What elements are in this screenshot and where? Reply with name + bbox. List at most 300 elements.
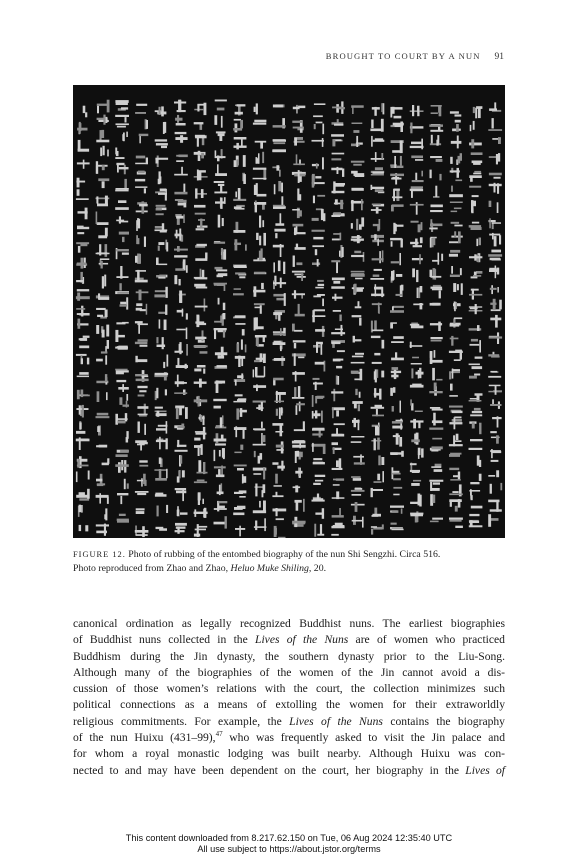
glyph-mark xyxy=(135,270,148,283)
glyph-mark xyxy=(450,202,463,213)
glyph-mark xyxy=(179,291,186,304)
glyph-mark xyxy=(371,438,381,451)
glyph-mark xyxy=(430,156,442,162)
footer-link-line[interactable]: All use subject to https://about.jstor.org/terms xyxy=(197,844,381,854)
glyph-mark xyxy=(104,508,107,520)
glyph-mark xyxy=(453,302,461,312)
glyph-mark xyxy=(390,506,404,514)
glyph-mark xyxy=(102,275,106,289)
glyph-mark xyxy=(137,404,148,417)
glyph-mark xyxy=(370,119,383,132)
glyph-mark xyxy=(76,272,84,284)
glyph-mark xyxy=(332,119,344,126)
glyph-mark xyxy=(214,313,225,326)
glyph-mark xyxy=(214,433,227,445)
glyph-mark xyxy=(274,526,286,538)
glyph-mark xyxy=(215,164,227,176)
glyph-mark xyxy=(292,517,306,527)
glyph-mark xyxy=(492,137,501,144)
glyph-mark xyxy=(76,421,85,434)
glyph-mark xyxy=(234,426,247,439)
glyph-mark xyxy=(97,391,108,402)
glyph-mark xyxy=(331,340,345,352)
glyph-mark xyxy=(332,491,345,499)
glyph-mark xyxy=(115,283,129,294)
glyph-mark xyxy=(175,115,186,126)
glyph-mark xyxy=(312,410,323,422)
glyph-mark xyxy=(489,266,499,279)
glyph-mark xyxy=(221,248,226,260)
glyph-mark xyxy=(233,188,246,201)
glyph-mark xyxy=(292,353,306,366)
glyph-mark xyxy=(410,463,420,473)
glyph-mark xyxy=(390,306,404,313)
glyph-mark xyxy=(254,317,264,330)
glyph-mark xyxy=(492,416,502,427)
glyph-mark xyxy=(292,386,305,399)
glyph-mark xyxy=(315,326,325,337)
glyph-mark xyxy=(116,163,128,174)
glyph-mark xyxy=(295,244,306,250)
glyph-mark xyxy=(391,253,401,265)
glyph-mark xyxy=(100,146,109,157)
glyph-mark xyxy=(194,508,208,518)
glyph-mark xyxy=(489,332,502,344)
glyph-mark xyxy=(469,421,481,434)
glyph-mark xyxy=(489,153,500,164)
glyph-mark xyxy=(469,171,482,182)
glyph-mark xyxy=(158,305,167,315)
glyph-mark xyxy=(194,396,208,407)
glyph-mark xyxy=(119,232,129,243)
glyph-mark xyxy=(96,445,107,448)
glyph-mark xyxy=(374,471,385,483)
glyph-mark xyxy=(139,460,148,466)
glyph-mark xyxy=(295,467,302,478)
glyph-mark xyxy=(96,374,108,385)
glyph-mark xyxy=(197,460,208,474)
glyph-mark xyxy=(371,234,384,246)
glyph-mark xyxy=(117,493,128,504)
glyph-mark xyxy=(430,170,442,181)
glyph-mark xyxy=(469,489,480,500)
glyph-mark xyxy=(215,415,226,428)
glyph-mark xyxy=(411,368,423,379)
glyph-mark xyxy=(242,474,246,483)
glyph-mark xyxy=(96,493,109,504)
glyph-mark xyxy=(488,118,502,131)
glyph-mark xyxy=(155,223,168,232)
glyph-mark xyxy=(275,213,284,226)
glyph-mark xyxy=(154,372,168,381)
glyph-mark xyxy=(274,474,282,487)
glyph-mark xyxy=(136,290,149,301)
glyph-mark xyxy=(391,204,404,211)
glyph-mark xyxy=(76,489,90,501)
glyph-mark xyxy=(194,365,205,374)
glyph-mark xyxy=(294,421,305,431)
glyph-mark xyxy=(411,221,423,233)
glyph-mark xyxy=(136,218,140,231)
glyph-mark xyxy=(274,391,286,403)
glyph-mark xyxy=(451,136,462,149)
glyph-mark xyxy=(272,165,280,177)
glyph-mark xyxy=(371,524,384,534)
glyph-mark xyxy=(412,171,424,182)
glyph-mark xyxy=(392,419,403,430)
glyph-mark xyxy=(156,421,167,434)
glyph-mark xyxy=(449,453,462,457)
glyph-mark xyxy=(355,389,360,398)
glyph-mark xyxy=(253,422,265,431)
body-line: Although many of the biographies of the women of the Jin cannot avoid a dis- xyxy=(73,665,505,679)
glyph-mark xyxy=(293,224,306,235)
figure-caption xyxy=(73,548,505,576)
glyph-mark xyxy=(431,337,443,342)
glyph-mark xyxy=(79,525,89,532)
glyph-mark xyxy=(138,422,147,435)
glyph-mark xyxy=(156,205,167,215)
glyph-mark xyxy=(273,310,285,321)
glyph-mark xyxy=(78,505,83,517)
glyph-mark xyxy=(449,518,463,529)
glyph-mark xyxy=(390,156,403,168)
glyph-mark xyxy=(156,337,165,349)
glyph-mark xyxy=(374,369,384,382)
glyph-mark xyxy=(351,171,364,177)
glyph-mark xyxy=(410,237,423,247)
glyph-mark xyxy=(116,216,128,223)
glyph-mark xyxy=(334,199,344,209)
glyph-mark xyxy=(390,322,397,328)
glyph-mark xyxy=(396,285,404,297)
glyph-mark xyxy=(391,122,404,133)
glyph-mark xyxy=(450,336,459,346)
glyph-mark xyxy=(372,303,382,314)
glyph-mark xyxy=(411,480,421,486)
glyph-mark xyxy=(390,451,404,457)
glyph-mark xyxy=(135,370,149,382)
glyph-mark xyxy=(430,205,443,213)
glyph-mark xyxy=(217,483,224,495)
glyph-mark xyxy=(116,248,129,259)
glyph-mark xyxy=(256,233,266,246)
glyph-mark xyxy=(352,315,362,326)
glyph-mark xyxy=(274,181,283,194)
glyph-mark xyxy=(470,408,482,416)
glyph-mark xyxy=(292,170,306,183)
glyph-mark xyxy=(175,229,184,242)
glyph-mark xyxy=(355,301,362,308)
glyph-mark xyxy=(115,115,129,128)
glyph-mark xyxy=(449,417,462,430)
glyph-mark xyxy=(331,134,344,146)
glyph-mark xyxy=(391,336,404,343)
glyph-mark xyxy=(175,132,188,143)
glyph-mark xyxy=(214,501,227,512)
glyph-mark xyxy=(410,186,423,198)
glyph-mark xyxy=(273,244,284,257)
glyph-mark xyxy=(242,173,246,184)
glyph-mark xyxy=(432,368,442,381)
footer-line-1: This content downloaded from 8.217.62.150 on Tue, 06 Aug 2024 12:35:40 UTC xyxy=(125,833,453,843)
glyph-mark xyxy=(410,384,424,388)
glyph-mark xyxy=(371,405,385,417)
glyph-mark xyxy=(215,100,227,111)
glyph-mark xyxy=(469,374,480,379)
glyph-mark xyxy=(215,347,227,359)
glyph-mark xyxy=(101,340,109,354)
glyph-mark xyxy=(194,103,206,115)
glyph-mark xyxy=(314,524,324,537)
glyph-mark xyxy=(273,261,285,275)
glyph-mark xyxy=(135,321,148,334)
glyph-mark xyxy=(488,470,499,477)
glyph-mark xyxy=(83,106,88,118)
glyph-mark xyxy=(163,122,166,134)
glyph-mark xyxy=(372,423,380,436)
glyph-mark xyxy=(351,199,364,211)
glyph-mark xyxy=(176,328,187,340)
glyph-mark xyxy=(410,105,424,116)
page-number: 91 xyxy=(494,52,504,62)
body-line: canonical ordination as legally recognized Buddhist nuns. The earliest biographies xyxy=(73,617,505,630)
glyph-mark xyxy=(237,339,247,352)
glyph-mark xyxy=(313,378,323,390)
glyph-mark xyxy=(410,342,423,348)
glyph-mark xyxy=(351,188,363,191)
glyph-mark xyxy=(272,461,285,471)
glyph-mark xyxy=(194,427,206,441)
glyph-mark xyxy=(313,475,325,485)
glyph-mark xyxy=(136,235,146,247)
glyph-mark xyxy=(235,323,245,335)
glyph-mark xyxy=(339,245,344,258)
glyph-mark xyxy=(449,350,463,361)
glyph-mark xyxy=(370,269,384,280)
glyph-mark xyxy=(351,251,364,262)
glyph-mark xyxy=(333,310,342,321)
glyph-mark xyxy=(313,294,325,306)
glyph-mark xyxy=(194,122,204,130)
glyph-mark xyxy=(292,290,305,299)
glyph-mark xyxy=(429,480,443,491)
glyph-mark xyxy=(449,186,463,198)
glyph-mark xyxy=(99,258,110,268)
glyph-mark xyxy=(296,402,305,415)
glyph-mark xyxy=(312,259,320,267)
glyph-mark xyxy=(391,352,404,360)
glyph-mark xyxy=(353,454,365,464)
glyph-mark xyxy=(410,123,424,134)
glyph-mark xyxy=(469,253,482,262)
glyph-mark xyxy=(489,173,502,179)
glyph-mark xyxy=(352,418,360,430)
glyph-mark xyxy=(76,437,90,450)
glyph-mark xyxy=(476,238,481,247)
glyph-mark xyxy=(233,222,245,233)
glyph-mark xyxy=(156,275,167,279)
glyph-mark xyxy=(372,103,385,116)
glyph-mark xyxy=(450,168,462,181)
glyph-mark xyxy=(390,173,404,184)
glyph-mark xyxy=(174,100,186,112)
glyph-mark xyxy=(331,423,344,436)
glyph-mark xyxy=(293,340,306,348)
glyph-mark xyxy=(77,226,89,235)
glyph-mark xyxy=(331,523,344,536)
glyph-mark xyxy=(253,401,266,412)
glyph-mark xyxy=(98,228,108,239)
glyph-mark xyxy=(351,353,365,364)
glyph-mark xyxy=(312,245,324,255)
glyph-mark xyxy=(126,431,129,442)
glyph-mark xyxy=(195,135,207,147)
glyph-mark xyxy=(115,100,128,111)
glyph-mark xyxy=(174,275,180,285)
glyph-mark xyxy=(233,394,246,402)
glyph-mark xyxy=(371,488,384,497)
glyph-mark xyxy=(336,376,339,385)
glyph-mark xyxy=(175,199,187,207)
glyph-mark xyxy=(195,330,206,342)
glyph-mark xyxy=(273,341,286,352)
glyph-mark xyxy=(417,286,423,298)
glyph-mark xyxy=(312,157,324,169)
glyph-mark xyxy=(312,230,325,240)
glyph-mark xyxy=(195,299,208,312)
glyph-mark xyxy=(254,201,266,213)
glyph-mark xyxy=(253,120,267,125)
glyph-mark xyxy=(331,260,340,273)
glyph-mark xyxy=(155,106,167,116)
glyph-mark xyxy=(469,439,483,450)
glyph-mark xyxy=(136,303,148,314)
glyph-mark xyxy=(312,208,326,221)
glyph-mark xyxy=(256,152,265,164)
glyph-mark xyxy=(76,258,87,269)
glyph-mark xyxy=(215,197,226,209)
glyph-mark xyxy=(154,287,167,298)
glyph-mark xyxy=(431,285,443,299)
glyph-mark xyxy=(124,479,129,489)
glyph-mark xyxy=(215,380,226,393)
glyph-mark xyxy=(430,303,441,306)
glyph-mark xyxy=(117,514,129,523)
glyph-mark xyxy=(272,423,283,436)
glyph-mark xyxy=(159,319,167,330)
glyph-mark xyxy=(97,425,101,435)
glyph-mark xyxy=(453,283,463,295)
glyph-mark xyxy=(77,319,88,329)
glyph-mark xyxy=(76,306,89,317)
glyph-mark xyxy=(372,353,382,364)
glyph-mark xyxy=(469,520,483,527)
glyph-mark xyxy=(292,120,304,133)
glyph-mark xyxy=(115,179,129,192)
glyph-mark xyxy=(76,354,89,365)
glyph-mark xyxy=(433,186,440,198)
glyph-mark xyxy=(198,492,204,505)
glyph-mark xyxy=(156,527,168,531)
glyph-mark xyxy=(450,153,462,165)
glyph-mark xyxy=(97,100,110,114)
glyph-mark xyxy=(195,315,206,328)
glyph-mark xyxy=(96,196,110,207)
glyph-mark xyxy=(430,407,443,411)
glyph-mark xyxy=(431,464,442,472)
footnote-ref[interactable]: 47 xyxy=(215,730,223,739)
glyph-mark xyxy=(96,244,110,257)
glyph-mark xyxy=(155,156,168,168)
glyph-mark xyxy=(451,222,463,227)
glyph-mark xyxy=(254,451,262,464)
glyph-mark xyxy=(449,468,461,481)
glyph-mark xyxy=(430,518,443,523)
glyph-mark xyxy=(253,366,266,377)
glyph-mark xyxy=(136,508,145,514)
glyph-mark xyxy=(115,413,127,425)
glyph-mark xyxy=(449,406,463,414)
glyph-mark xyxy=(135,104,147,114)
stele-rubbing-image xyxy=(73,85,505,538)
glyph-mark xyxy=(391,140,404,153)
glyph-mark xyxy=(393,223,403,234)
glyph-mark xyxy=(234,445,243,454)
glyph-mark xyxy=(194,345,208,354)
glyph-mark xyxy=(176,155,188,163)
glyph-mark xyxy=(431,105,442,116)
body-line: cussion of those women’s relations with the court, the collection minimizes such xyxy=(73,682,505,696)
glyph-mark xyxy=(332,101,345,114)
running-head-title: BROUGHT TO COURT BY A NUN xyxy=(325,51,481,61)
glyph-mark xyxy=(449,499,462,511)
glyph-mark xyxy=(469,222,482,230)
glyph-mark xyxy=(259,216,264,228)
glyph-mark xyxy=(371,136,384,147)
glyph-mark xyxy=(315,361,326,372)
glyph-mark xyxy=(214,466,226,478)
glyph-mark xyxy=(292,271,306,281)
glyph-mark xyxy=(194,480,207,484)
glyph-mark xyxy=(236,408,247,420)
glyph-mark xyxy=(254,183,267,196)
glyph-mark xyxy=(145,119,148,129)
glyph-mark xyxy=(490,285,499,294)
glyph-mark xyxy=(351,369,362,381)
glyph-mark xyxy=(135,171,146,182)
glyph-mark xyxy=(410,399,423,412)
glyph-mark xyxy=(488,352,499,358)
glyph-mark xyxy=(410,139,424,150)
glyph-mark xyxy=(469,325,482,331)
glyph-mark xyxy=(177,309,188,320)
glyph-mark xyxy=(116,450,129,457)
glyph-mark xyxy=(477,455,481,467)
glyph-mark xyxy=(390,387,395,396)
glyph-mark xyxy=(315,508,324,519)
glyph-mark xyxy=(430,494,435,506)
glyph-mark xyxy=(155,493,167,497)
glyph-mark xyxy=(158,240,169,252)
glyph-mark xyxy=(254,353,266,363)
glyph-mark xyxy=(413,303,423,309)
glyph-mark xyxy=(293,105,306,114)
glyph-mark xyxy=(469,289,482,300)
glyph-mark xyxy=(312,494,325,502)
glyph-mark xyxy=(332,458,343,470)
body-line: for whom a royal monastic lodging was built nearby. Although Huixu was con- xyxy=(73,747,505,761)
